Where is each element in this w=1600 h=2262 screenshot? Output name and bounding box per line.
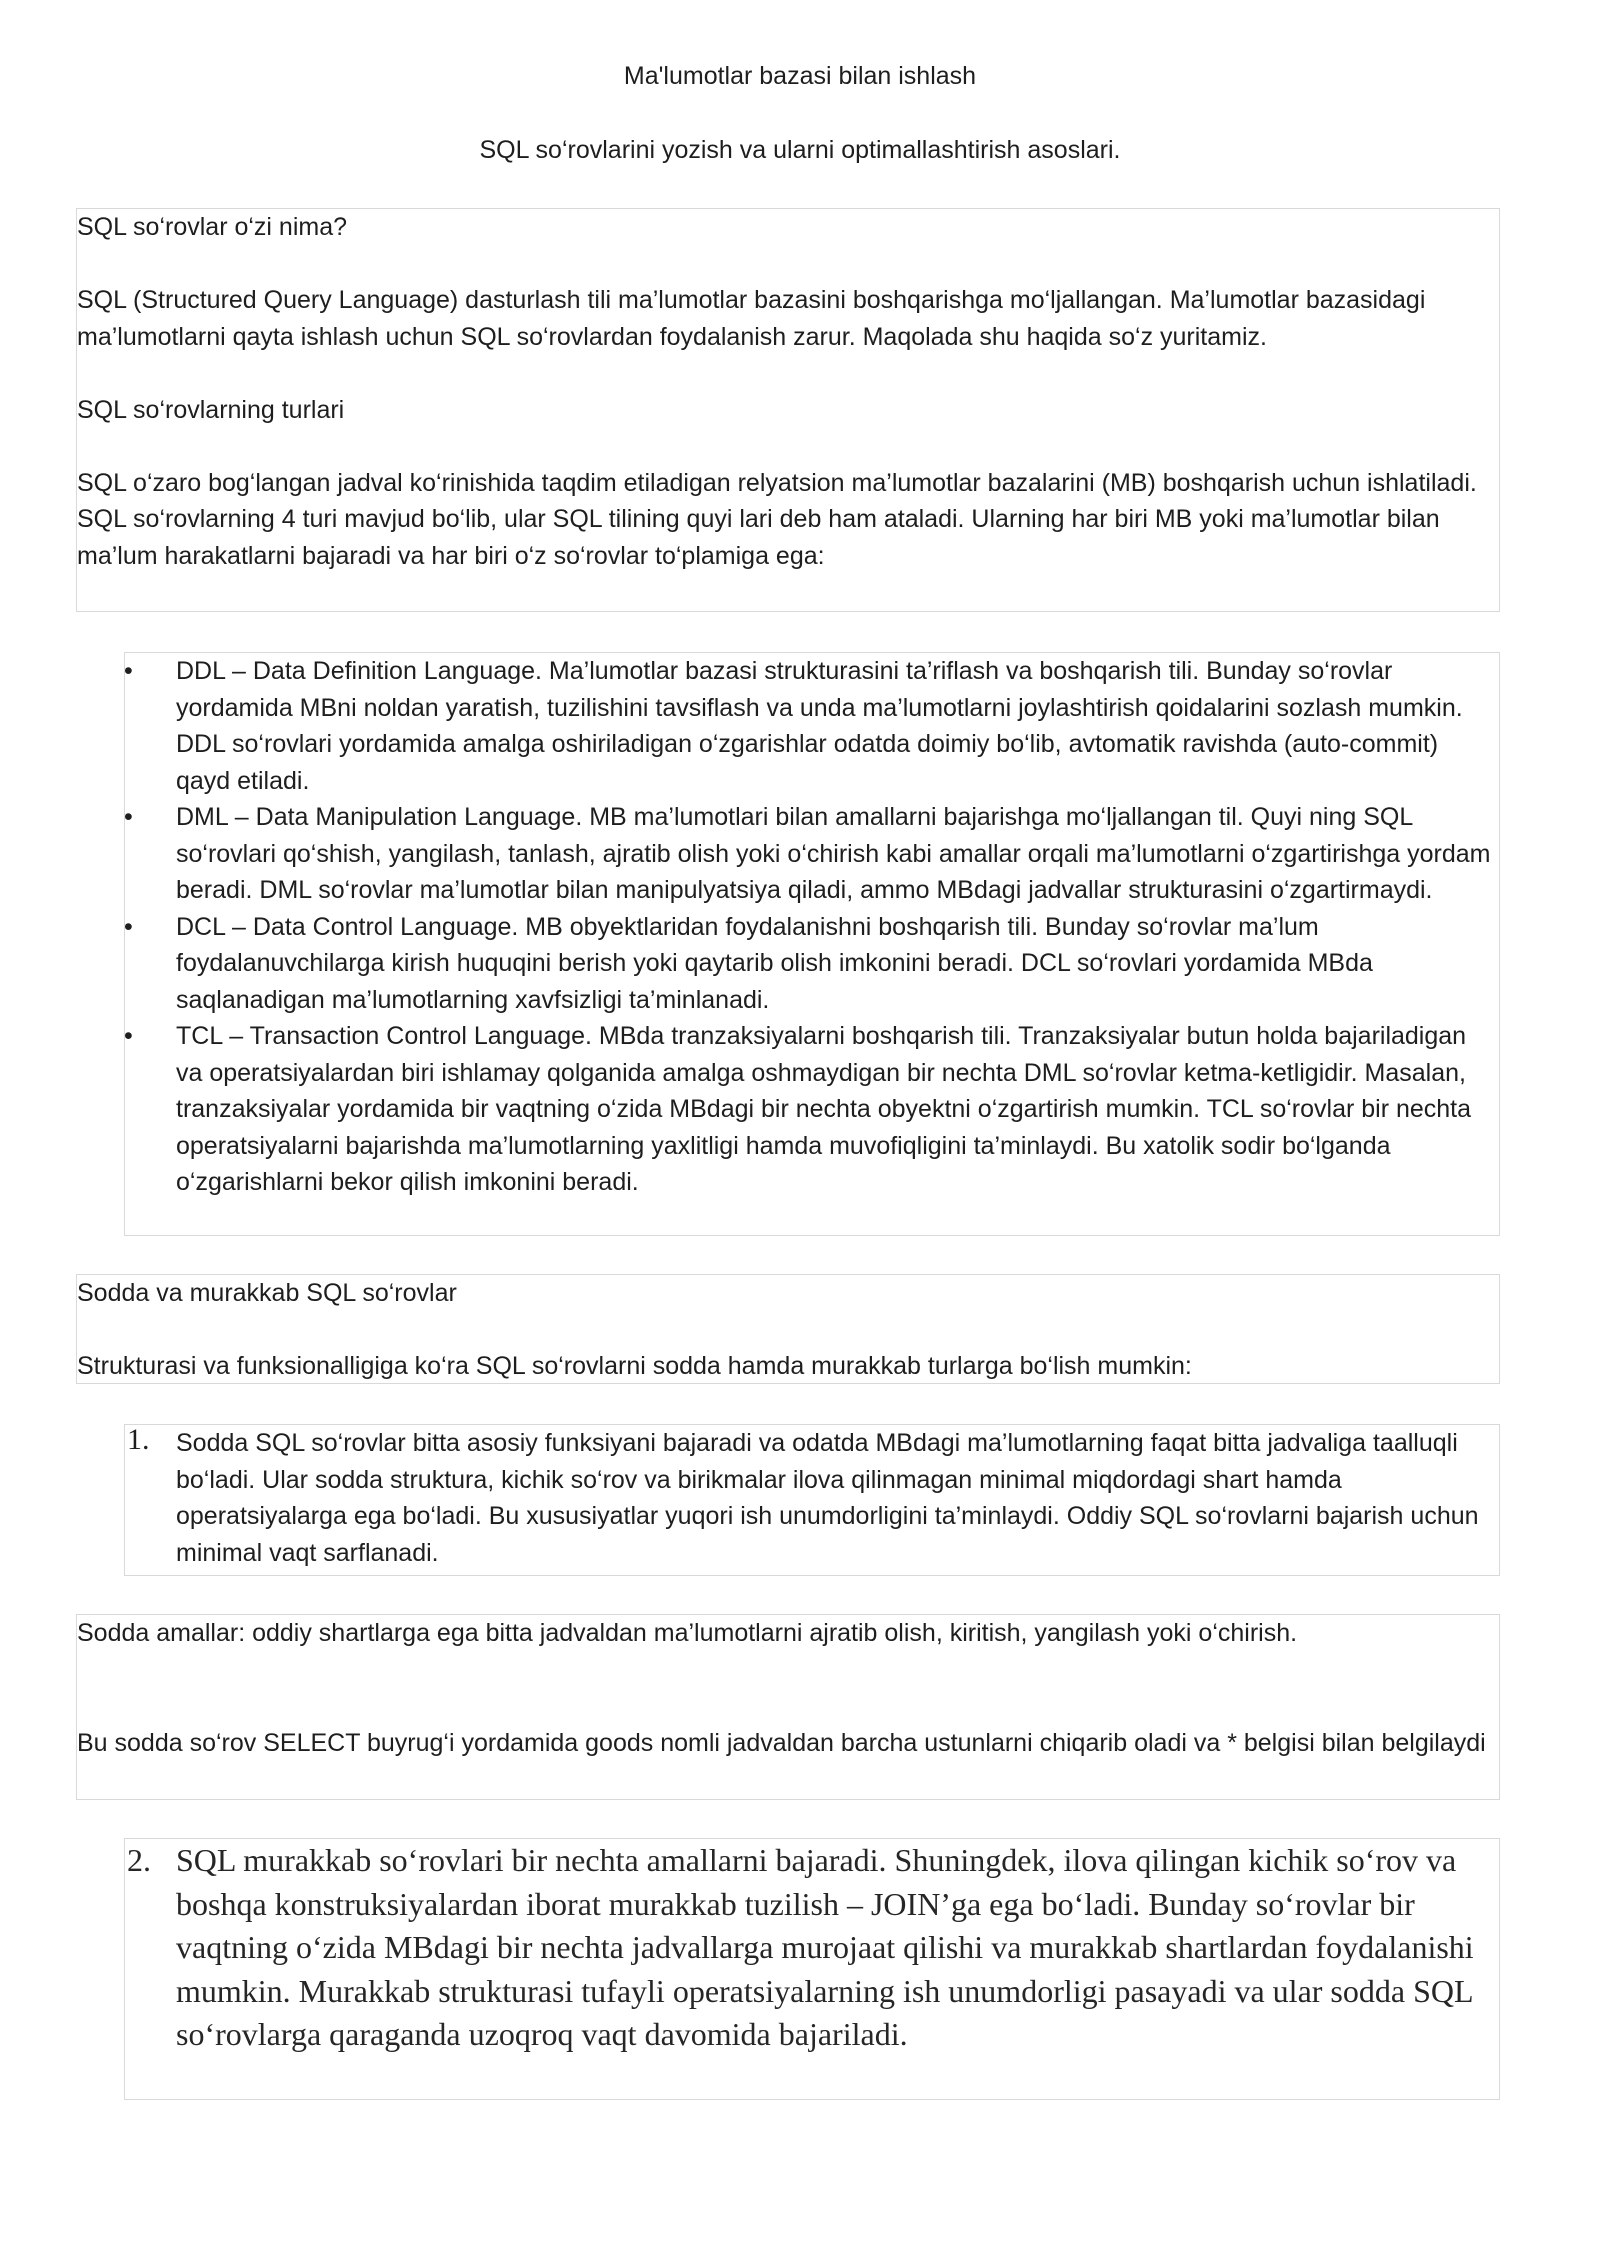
list-item-text: TCL – Transaction Control Language. MBda tranzaksiyalarni boshqarish tili. Tranzaksiyalar butun holda bajariladigan va operatsiyalardan biri ishlamay qolganida amalga oshmaydigan bir nechta DML so‘rovlar ketma-ketligidir. Masalan, tranzaksiyalar yordamida bir vaqtning o‘zida MBdagi bir nechta obyektni o‘zgartirish mumkin. TCL so‘rovlar bir nechta operatsiyalarni bajarishda ma’lumotlarning yaxlitligi hamda muvofiqligini ta’minlaydi. Bu xatolik sodir bo‘lganda o‘zgarishlarni bekor qilish imkonini beradi. (176, 1022, 1472, 1196)
bullet-icon: • (124, 912, 133, 941)
intro-block (76, 208, 1500, 612)
simple-complex-block (76, 1274, 1500, 1384)
numbered-item-2 (125, 1839, 1499, 2057)
types-list (125, 653, 1499, 1201)
list-item (125, 799, 1499, 909)
item-text: SQL murakkab so‘rovlari bir nechta amallarni bajaradi. Shuningdek, ilova qilingan kichik so‘rov va boshqa konstruksiyalardan iborat murakkab tuzilish – JOIN’ga ega bo‘ladi. Bunday so‘rovlar bir vaqtning o‘zida MBdagi bir nechta jadvallarga murojaat qilishi va murakkab shartlardan foydalanishi mumkin. Murakkab strukturasi tufayli operatsiyalarning ish unumdorligi pasayadi va ular sodda SQL so‘rovlarga qaraganda uzoqroq vaqt davomida bajariladi. (176, 1842, 1474, 2052)
simple-actions-paragraph: Sodda amallar: oddiy shartlarga ega bitta jadvaldan ma’lumotlarni ajratib olish, kiritish, yangilash yoki o‘chirish. (77, 1619, 1298, 1647)
numbered-item-1-block (124, 1424, 1500, 1576)
bullet-icon: • (124, 803, 133, 831)
bullet-icon: • (124, 657, 133, 685)
numbered-item-1 (125, 1425, 1499, 1571)
item-number: 1. (127, 1423, 150, 1456)
list-item (125, 909, 1499, 1019)
types-paragraph: SQL o‘zaro bog‘langan jadval ko‘rinishida taqdim etiladigan relyatsion ma’lumotlar bazalarini (MB) boshqarish uchun ishlatiladi. SQL so‘rovlarning 4 turi mavjud bo‘lib, ular SQL tilining quyi lari deb ham ataladi. Ularning har biri MB yoki ma’lumotlar bilan ma’lum harakatlarni bajaradi va har biri o‘z so‘rovlar to‘plamiga ega: (77, 468, 1477, 570)
intro-heading: SQL so‘rovlar o‘zi nima? (77, 213, 348, 241)
list-item-text: DML – Data Manipulation Language. MB ma’lumotlari bilan amallarni bajarishga mo‘ljallangan til. Quyi ning SQL so‘rovlari qo‘shish, yangilash, tanlash, ajratib olish yoki o‘chirish kabi amallar orqali ma’lumotlarni o‘zgartirishga yordam beradi. DML so‘rovlar ma’lumotlar bilan manipulyatsiya qiladi, ammo MBdagi jadvallar strukturasini o‘zgartirmaydi. (176, 803, 1491, 904)
types-heading: SQL so‘rovlarning turlari (77, 395, 345, 424)
list-item (125, 1018, 1499, 1201)
list-item-text: DDL – Data Definition Language. Ma’lumotlar bazasi strukturasini ta’riflash va boshqarish tili. Bunday so‘rovlar yordamida MBni noldan yaratish, tuzilishini tavsiflash va unda ma’lumotlarni joylashtirish qoidalarini sozlash mumkin. DDL so‘rovlari yordamida amalga oshiriladigan o‘zgarishlar odatda doimiy bo‘lib, avtomatik ravishda (auto-commit) qayd etiladi. (176, 657, 1463, 795)
select-example-paragraph: Bu sodda so‘rov SELECT buyrug‘i yordamida goods nomli jadvaldan barcha ustunlarni chiqarib oladi va * belgisi bilan belgilaydi (77, 1728, 1486, 1757)
simple-complex-paragraph: Strukturasi va funksionalligiga ko‘ra SQL so‘rovlarni sodda hamda murakkab turlarga bo‘lish mumkin: (77, 1352, 1192, 1380)
item-text: Sodda SQL so‘rovlar bitta asosiy funksiyani bajaradi va odatda MBdagi ma’lumotlarning faqat bitta jadvaliga taalluqli bo‘ladi. Ular sodda struktura, kichik so‘rov va birikmalar ilova qilinmagan minimal miqdordagi shart hamda operatsiyalarga ega bo‘ladi. Bu xususiyatlar yuqori ish unumdorligini ta’minlaydi. Oddiy SQL so‘rovlarni bajarish uchun minimal vaqt sarflanadi. (176, 1429, 1479, 1567)
list-item-text: DCL – Data Control Language. MB obyektlaridan foydalanishni boshqarish tili. Bunday so‘rovlar ma’lum foydalanuvchilarga kirish huquqini berish yoki qaytarib olish imkonini beradi. DCL so‘rovlari yordamida MBda saqlanadigan ma’lumotlarning xavfsizligi ta’minlanadi. (176, 912, 1373, 1014)
simple-complex-heading: Sodda va murakkab SQL so‘rovlar (77, 1279, 457, 1307)
bullet-icon: • (124, 1022, 133, 1050)
intro-paragraph: SQL (Structured Query Language) dasturlash tili ma’lumotlar bazasini boshqarishga mo‘ljallangan. Ma’lumotlar bazasidagi ma’lumotlarni qayta ishlash uchun SQL so‘rovlardan foydalanish zarur. Maqolada shu haqida so‘z yuritamiz. (77, 286, 1426, 351)
document-title: Ma'lumotlar bazasi bilan ishlash (623, 62, 977, 90)
list-item (125, 653, 1499, 799)
document-subtitle: SQL so‘rovlarini yozish va ularni optimallashtirish asoslari. (479, 136, 1121, 164)
item-number: 2. (127, 1842, 151, 1878)
simple-actions-block (76, 1614, 1500, 1800)
types-list-block (124, 652, 1500, 1236)
numbered-item-2-block (124, 1838, 1500, 2100)
